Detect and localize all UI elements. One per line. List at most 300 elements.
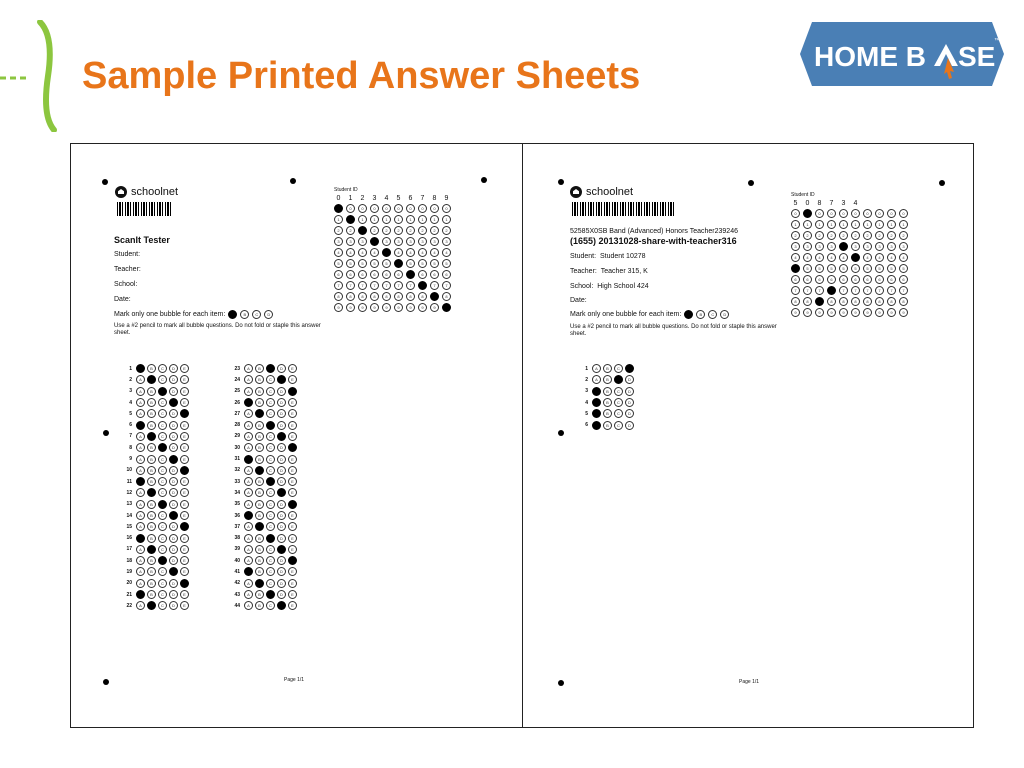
student-id-bubble: 7 bbox=[346, 281, 355, 290]
question-number: 7 bbox=[129, 433, 132, 440]
student-id-bubble: 6 bbox=[418, 270, 427, 279]
answer-bubble: A bbox=[244, 488, 253, 497]
student-id-bubble: 2 bbox=[430, 226, 439, 235]
student-id-row bbox=[791, 264, 908, 273]
student-id-bubble: 0 bbox=[887, 209, 896, 218]
question-number: 32 bbox=[234, 467, 240, 474]
student-id-bubble: 6 bbox=[442, 270, 451, 279]
student-id-row bbox=[334, 248, 451, 257]
course-line: 52585X0SB Band (Advanced) Honors Teacher239246 bbox=[570, 228, 738, 235]
answer-row bbox=[227, 419, 297, 430]
answer-bubble: E bbox=[180, 375, 189, 384]
answer-bubble: E bbox=[180, 455, 189, 464]
student-id-bubble: 4 bbox=[887, 253, 896, 262]
answer-sheet-right bbox=[523, 144, 974, 727]
answer-bubble: D bbox=[169, 500, 178, 509]
answer-bubble bbox=[266, 421, 275, 430]
answer-row bbox=[227, 453, 297, 464]
answer-bubble: B bbox=[147, 522, 156, 531]
student-id-bubble: 1 bbox=[839, 220, 848, 229]
answer-bubble: B bbox=[255, 421, 264, 430]
answer-bubble: C bbox=[266, 455, 275, 464]
answer-bubble bbox=[244, 567, 253, 576]
answer-column bbox=[575, 363, 634, 431]
answer-bubble: D bbox=[169, 375, 178, 384]
answer-bubble: D bbox=[169, 387, 178, 396]
answer-bubble: C bbox=[614, 364, 623, 373]
student-id-bubble: 9 bbox=[382, 303, 391, 312]
answer-bubble: A bbox=[592, 364, 601, 373]
student-id-bubble: 1 bbox=[334, 215, 343, 224]
answer-bubble: C bbox=[614, 387, 623, 396]
answer-bubble: B bbox=[147, 421, 156, 430]
answer-bubble: D bbox=[277, 398, 286, 407]
student-id-bubble: 4 bbox=[815, 253, 824, 262]
student-id-digit bbox=[887, 200, 896, 207]
question-number: 43 bbox=[234, 591, 240, 598]
answer-bubble: A bbox=[136, 545, 145, 554]
student-id-bubble: 1 bbox=[803, 220, 812, 229]
answer-bubble bbox=[169, 511, 178, 520]
answer-bubble: C bbox=[266, 601, 275, 610]
answer-bubble bbox=[288, 500, 297, 509]
student-id-bubble: 0 bbox=[394, 204, 403, 213]
answer-bubble: A bbox=[244, 443, 253, 452]
answer-bubble: A bbox=[244, 500, 253, 509]
answer-bubble: A bbox=[244, 545, 253, 554]
student-id-bubble: 0 bbox=[851, 209, 860, 218]
answer-bubble: E bbox=[180, 488, 189, 497]
answer-bubble: E bbox=[288, 455, 297, 464]
question-number: 36 bbox=[234, 512, 240, 519]
answer-bubble: D bbox=[277, 567, 286, 576]
student-label: Student: bbox=[114, 251, 141, 258]
student-id-bubble: 4 bbox=[827, 253, 836, 262]
section-line: (1655) 20131028-share-with-teacher316 bbox=[570, 236, 737, 246]
answer-bubble: C bbox=[266, 432, 275, 441]
answer-bubble: C bbox=[158, 466, 167, 475]
question-number: 1 bbox=[129, 365, 132, 372]
student-id-bubble: 9 bbox=[430, 303, 439, 312]
student-id-bubble: 7 bbox=[851, 286, 860, 295]
student-id-bubble: 1 bbox=[430, 215, 439, 224]
answer-bubble: C bbox=[158, 421, 167, 430]
example-filled-bubble bbox=[228, 310, 237, 319]
student-id-bubble: 2 bbox=[803, 231, 812, 240]
student-id-digit bbox=[863, 200, 872, 207]
student-id-bubble: 5 bbox=[406, 259, 415, 268]
answer-bubble: E bbox=[288, 432, 297, 441]
student-id-row bbox=[791, 275, 908, 284]
answer-bubble: A bbox=[136, 443, 145, 452]
answer-bubble: A bbox=[244, 375, 253, 384]
answer-bubble: A bbox=[244, 387, 253, 396]
answer-bubble: A bbox=[136, 579, 145, 588]
school-value: High School 424 bbox=[597, 283, 649, 290]
student-id-bubble: 6 bbox=[394, 270, 403, 279]
student-id-row bbox=[334, 270, 451, 279]
answer-bubble: A bbox=[244, 364, 253, 373]
answer-row bbox=[575, 419, 634, 430]
student-id-row bbox=[791, 297, 908, 306]
student-id-bubble: 1 bbox=[875, 220, 884, 229]
answer-row bbox=[575, 408, 634, 419]
answer-bubble: C bbox=[266, 443, 275, 452]
student-id-bubble: 7 bbox=[406, 281, 415, 290]
student-id-label: Student ID bbox=[334, 187, 358, 193]
answer-bubble: D bbox=[169, 556, 178, 565]
answer-sheets-frame bbox=[70, 143, 974, 728]
teacher-value: Teacher 315, K bbox=[600, 268, 648, 275]
answer-bubble: A bbox=[136, 409, 145, 418]
answer-row bbox=[227, 386, 297, 397]
student-id-bubble: 8 bbox=[394, 292, 403, 301]
answer-bubble bbox=[244, 455, 253, 464]
answer-row bbox=[119, 431, 189, 442]
answer-bubble: B bbox=[255, 387, 264, 396]
student-id-row bbox=[334, 215, 451, 224]
student-id-grid bbox=[791, 192, 908, 319]
answer-bubble: A bbox=[136, 567, 145, 576]
answer-bubble: C bbox=[266, 375, 275, 384]
answer-bubble: E bbox=[288, 545, 297, 554]
answer-row bbox=[119, 499, 189, 510]
answer-bubble bbox=[277, 545, 286, 554]
student-id-bubble: 5 bbox=[899, 264, 908, 273]
answer-bubble: D bbox=[625, 387, 634, 396]
answer-bubble: E bbox=[180, 601, 189, 610]
school-label: School: bbox=[114, 281, 138, 288]
answer-bubble: B bbox=[255, 432, 264, 441]
question-number: 18 bbox=[126, 557, 132, 564]
answer-bubble bbox=[244, 398, 253, 407]
answer-bubble bbox=[288, 443, 297, 452]
student-id-bubble: 3 bbox=[815, 242, 824, 251]
page-label: Page 1/1 bbox=[284, 677, 305, 683]
student-id-digit bbox=[875, 200, 884, 207]
example-bubble: C bbox=[708, 310, 717, 319]
answer-row bbox=[575, 397, 634, 408]
timing-mark bbox=[558, 179, 564, 185]
question-number: 12 bbox=[126, 489, 132, 496]
student-id-bubble: 9 bbox=[406, 303, 415, 312]
answer-bubble: B bbox=[603, 421, 612, 430]
answer-row bbox=[119, 374, 189, 385]
student-id-bubble: 2 bbox=[839, 231, 848, 240]
answer-bubble: B bbox=[147, 364, 156, 373]
question-number: 3 bbox=[585, 388, 588, 395]
student-id-bubble: 7 bbox=[358, 281, 367, 290]
answer-bubble bbox=[169, 455, 178, 464]
answer-row bbox=[227, 566, 297, 577]
student-id-bubble: 5 bbox=[803, 264, 812, 273]
answer-bubble: C bbox=[158, 409, 167, 418]
question-number: 37 bbox=[234, 523, 240, 530]
student-id-bubble: 1 bbox=[358, 215, 367, 224]
answer-bubble bbox=[136, 590, 145, 599]
page-label: Page 1/1 bbox=[739, 679, 760, 685]
student-id-bubble: 4 bbox=[394, 248, 403, 257]
answer-bubble: B bbox=[255, 443, 264, 452]
student-id-bubble: 8 bbox=[442, 292, 451, 301]
answer-row bbox=[119, 544, 189, 555]
answer-row bbox=[227, 465, 297, 476]
answer-bubble: D bbox=[169, 488, 178, 497]
student-id-bubble: 6 bbox=[358, 270, 367, 279]
student-id-bubble bbox=[334, 204, 343, 213]
student-id-bubble: 9 bbox=[827, 308, 836, 317]
answer-bubble: E bbox=[180, 443, 189, 452]
answer-bubble bbox=[255, 409, 264, 418]
student-id-digit: 1 bbox=[348, 195, 353, 202]
student-id-bubble: 7 bbox=[815, 286, 824, 295]
question-number: 4 bbox=[129, 399, 132, 406]
question-number: 41 bbox=[234, 568, 240, 575]
answer-row bbox=[119, 555, 189, 566]
student-id-bubble: 7 bbox=[839, 286, 848, 295]
answer-row bbox=[119, 442, 189, 453]
schoolnet-logo-icon bbox=[570, 186, 582, 198]
student-id-bubble bbox=[791, 264, 800, 273]
question-number: 11 bbox=[126, 478, 132, 485]
answer-bubble: A bbox=[244, 590, 253, 599]
answer-row bbox=[119, 521, 189, 532]
student-id-bubble: 1 bbox=[899, 220, 908, 229]
example-bubble: B bbox=[696, 310, 705, 319]
example-filled-bubble bbox=[684, 310, 693, 319]
student-id-bubble: 0 bbox=[382, 204, 391, 213]
timing-mark bbox=[290, 178, 296, 184]
answer-bubble: D bbox=[277, 534, 286, 543]
answer-bubble bbox=[147, 432, 156, 441]
answer-bubble: C bbox=[158, 590, 167, 599]
student-id-bubble bbox=[803, 209, 812, 218]
answer-bubble: C bbox=[158, 601, 167, 610]
answer-bubble: B bbox=[255, 534, 264, 543]
answer-bubble bbox=[288, 387, 297, 396]
question-number: 6 bbox=[585, 422, 588, 429]
student-id-bubble: 8 bbox=[875, 297, 884, 306]
student-id-bubble: 4 bbox=[370, 248, 379, 257]
student-id-bubble: 8 bbox=[382, 292, 391, 301]
answer-bubble: B bbox=[255, 398, 264, 407]
answer-bubble: B bbox=[147, 567, 156, 576]
student-id-digit: 3 bbox=[841, 200, 846, 207]
student-id-bubble bbox=[418, 281, 427, 290]
student-id-bubble: 2 bbox=[346, 226, 355, 235]
student-id-bubble: 8 bbox=[851, 297, 860, 306]
student-id-bubble: 0 bbox=[815, 209, 824, 218]
answer-bubble: E bbox=[288, 421, 297, 430]
answer-bubble: D bbox=[169, 477, 178, 486]
answer-bubble: D bbox=[625, 421, 634, 430]
answer-bubble: B bbox=[147, 500, 156, 509]
answer-row bbox=[119, 487, 189, 498]
answer-bubble: E bbox=[288, 579, 297, 588]
answer-bubble: D bbox=[277, 387, 286, 396]
answer-row bbox=[119, 600, 189, 611]
question-number: 6 bbox=[129, 422, 132, 429]
answer-bubble: A bbox=[136, 601, 145, 610]
question-number: 9 bbox=[129, 456, 132, 463]
student-id-bubble: 3 bbox=[346, 237, 355, 246]
student-id-bubble: 6 bbox=[803, 275, 812, 284]
student-id-row bbox=[791, 231, 908, 240]
answer-bubble: B bbox=[147, 387, 156, 396]
student-id-digits bbox=[334, 195, 451, 202]
student-id-bubble: 3 bbox=[851, 242, 860, 251]
student-id-row bbox=[334, 281, 451, 290]
student-id-bubble: 6 bbox=[851, 275, 860, 284]
answer-row bbox=[227, 363, 297, 374]
student-id-bubble: 1 bbox=[827, 220, 836, 229]
student-id-row bbox=[791, 308, 908, 317]
student-id-bubble: 9 bbox=[875, 308, 884, 317]
question-number: 25 bbox=[234, 388, 240, 395]
student-id-bubble: 1 bbox=[394, 215, 403, 224]
answer-bubble bbox=[592, 387, 601, 396]
answer-bubble: E bbox=[288, 398, 297, 407]
green-bracket bbox=[30, 20, 60, 132]
student-id-row bbox=[334, 204, 451, 213]
student-id-bubble: 8 bbox=[358, 292, 367, 301]
question-number: 5 bbox=[585, 410, 588, 417]
student-id-bubble: 9 bbox=[394, 303, 403, 312]
answer-bubble: E bbox=[288, 364, 297, 373]
question-number: 33 bbox=[234, 478, 240, 485]
question-number: 31 bbox=[234, 456, 240, 463]
answer-bubble: C bbox=[266, 567, 275, 576]
date-label: Date: bbox=[114, 296, 131, 303]
answer-bubble bbox=[147, 375, 156, 384]
answer-bubble: B bbox=[147, 409, 156, 418]
answer-bubble bbox=[266, 590, 275, 599]
student-id-bubble: 7 bbox=[791, 286, 800, 295]
schoolnet-brand bbox=[115, 186, 178, 198]
student-id-bubble: 3 bbox=[406, 237, 415, 246]
question-number: 4 bbox=[585, 399, 588, 406]
student-id-bubble: 0 bbox=[827, 209, 836, 218]
answer-bubble: D bbox=[625, 409, 634, 418]
pencil-note: Use a #2 pencil to mark all bubble questions. Do not fold or staple this answer sheet. bbox=[570, 324, 777, 338]
student-id-bubble: 3 bbox=[442, 237, 451, 246]
answer-bubble: A bbox=[244, 421, 253, 430]
student-id-bubble: 5 bbox=[430, 259, 439, 268]
answer-row bbox=[227, 476, 297, 487]
answer-bubble: B bbox=[147, 511, 156, 520]
question-number: 5 bbox=[129, 410, 132, 417]
student-id-bubble: 7 bbox=[394, 281, 403, 290]
student-id-bubble: 7 bbox=[875, 286, 884, 295]
answer-bubble: A bbox=[244, 579, 253, 588]
answer-bubble: E bbox=[288, 488, 297, 497]
answer-bubble: A bbox=[244, 601, 253, 610]
question-number: 23 bbox=[234, 365, 240, 372]
student-id-bubble: 0 bbox=[442, 204, 451, 213]
student-id-bubble: 6 bbox=[791, 275, 800, 284]
question-number: 38 bbox=[234, 535, 240, 542]
student-id-digit: 6 bbox=[408, 195, 413, 202]
student-id-bubble: 0 bbox=[406, 204, 415, 213]
answer-bubble: A bbox=[136, 398, 145, 407]
student-id-digit: 5 bbox=[793, 200, 798, 207]
answer-bubble: E bbox=[288, 375, 297, 384]
answer-row bbox=[227, 544, 297, 555]
student-id-digit bbox=[899, 200, 908, 207]
student-id-bubble: 0 bbox=[430, 204, 439, 213]
timing-mark bbox=[102, 179, 108, 185]
timing-mark bbox=[558, 430, 564, 436]
student-id-bubble: 9 bbox=[815, 308, 824, 317]
student-id-bubble: 8 bbox=[899, 297, 908, 306]
answer-bubble bbox=[136, 534, 145, 543]
barcode bbox=[572, 202, 676, 216]
question-number: 26 bbox=[234, 399, 240, 406]
student-id-bubble: 2 bbox=[334, 226, 343, 235]
student-id-bubble: 1 bbox=[442, 215, 451, 224]
timing-mark bbox=[558, 680, 564, 686]
answer-bubble: E bbox=[288, 534, 297, 543]
student-id-bubble: 8 bbox=[863, 297, 872, 306]
answer-row bbox=[119, 386, 189, 397]
answer-bubble: D bbox=[277, 579, 286, 588]
student-id-bubble: 1 bbox=[851, 220, 860, 229]
question-number: 15 bbox=[126, 523, 132, 530]
answer-bubble: E bbox=[180, 477, 189, 486]
answer-bubble: B bbox=[147, 443, 156, 452]
answer-bubble: D bbox=[169, 364, 178, 373]
student-id-bubble: 3 bbox=[899, 242, 908, 251]
answer-row bbox=[119, 419, 189, 430]
question-number: 42 bbox=[234, 580, 240, 587]
question-number: 2 bbox=[585, 376, 588, 383]
student-id-bubble: 0 bbox=[791, 209, 800, 218]
answer-bubble bbox=[277, 601, 286, 610]
student-id-bubble: 8 bbox=[827, 297, 836, 306]
answer-bubble: C bbox=[266, 387, 275, 396]
student-id-bubble: 5 bbox=[442, 259, 451, 268]
student-id-bubble bbox=[839, 242, 848, 251]
answer-bubble: D bbox=[277, 364, 286, 373]
student-id-bubble: 6 bbox=[346, 270, 355, 279]
student-id-bubble: 0 bbox=[875, 209, 884, 218]
answer-bubble: D bbox=[277, 590, 286, 599]
answer-bubble: D bbox=[169, 443, 178, 452]
student-id-bubble: 3 bbox=[803, 242, 812, 251]
answer-bubble: B bbox=[255, 590, 264, 599]
student-id-bubble: 5 bbox=[815, 264, 824, 273]
student-id-row bbox=[791, 220, 908, 229]
student-id-bubble: 2 bbox=[863, 231, 872, 240]
answer-row bbox=[119, 578, 189, 589]
student-id-bubble: 5 bbox=[839, 264, 848, 273]
student-id-row bbox=[334, 292, 451, 301]
answer-bubble: E bbox=[288, 466, 297, 475]
answer-bubble: D bbox=[277, 455, 286, 464]
student-id-bubble: 5 bbox=[851, 264, 860, 273]
student-id-bubble bbox=[430, 292, 439, 301]
student-id-bubble: 3 bbox=[418, 237, 427, 246]
answer-bubble: D bbox=[625, 375, 634, 384]
answer-bubble bbox=[169, 567, 178, 576]
answer-bubble: C bbox=[158, 364, 167, 373]
answer-row bbox=[119, 397, 189, 408]
mark-instruction-line bbox=[114, 310, 273, 319]
answer-bubble: D bbox=[277, 409, 286, 418]
student-id-bubble bbox=[406, 270, 415, 279]
question-number: 29 bbox=[234, 433, 240, 440]
answer-bubble: C bbox=[614, 421, 623, 430]
